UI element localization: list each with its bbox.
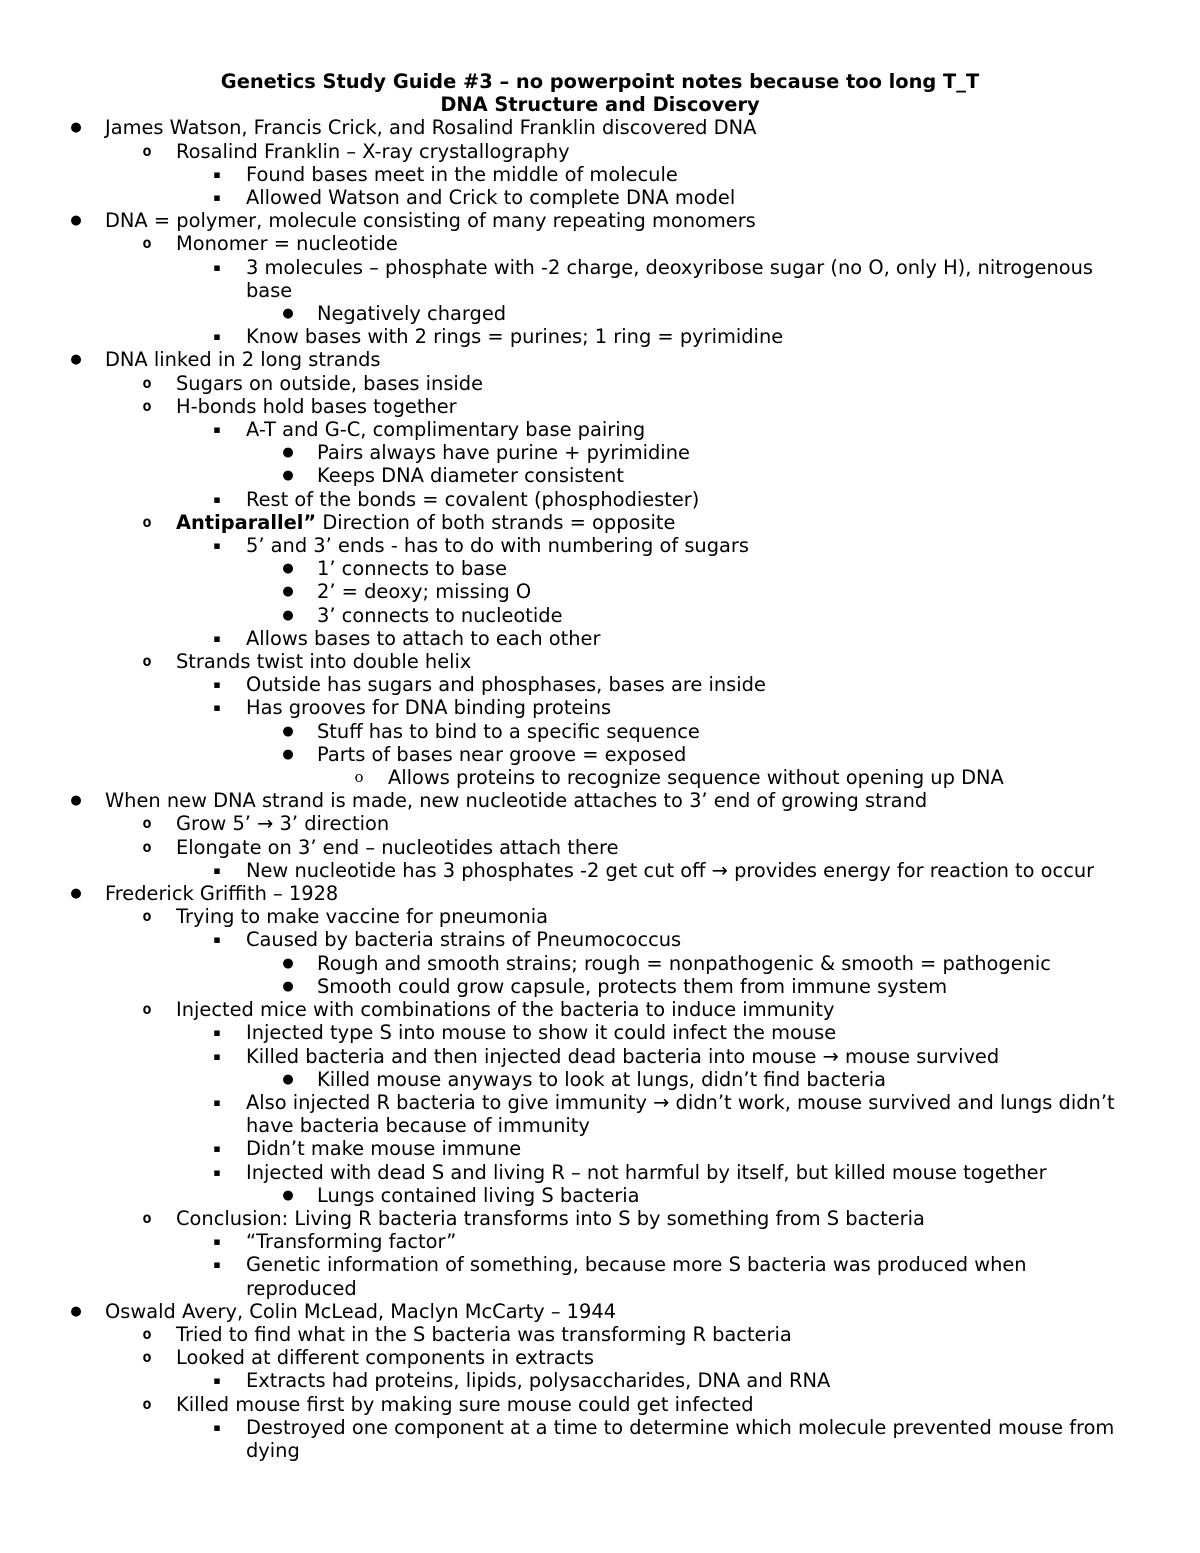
outline-item-level-4 (0, 975, 1200, 998)
bullet-marker-icon: ▪ (213, 492, 221, 506)
outline-item-level-3 (0, 627, 1200, 650)
outline-item-text: 5’ and 3’ ends - has to do with numbering of sugars (246, 534, 749, 558)
bullet-marker-icon: ▪ (213, 1374, 221, 1388)
outline-item-text: Killed bacteria and then injected dead bacteria into mouse → mouse survived (246, 1044, 1000, 1068)
outline-item-text: Didn’t make mouse immune (246, 1137, 522, 1161)
bullet-marker-icon: ● (70, 120, 82, 136)
bullet-marker-icon: ● (70, 886, 82, 902)
bullet-marker-icon: ● (282, 978, 294, 994)
section-heading: DNA Structure and Discovery (440, 93, 760, 117)
outline-item-level-5 (0, 766, 1200, 789)
outline-item-level-2 (0, 836, 1200, 859)
outline-item-text: 3 molecules – phosphate with -2 charge, deoxyribose sugar (no O, only H), nitrogenous base (246, 255, 1094, 302)
outline-item-level-3 (0, 186, 1200, 209)
outline-item-text: Parts of bases near groove = exposed (317, 742, 687, 766)
outline-item-text (176, 511, 1200, 534)
outline-item-level-1 (0, 209, 1200, 232)
outline-item-text: Extracts had proteins, lipids, polysaccharides, DNA and RNA (246, 1369, 831, 1393)
bullet-marker-icon: o (142, 1394, 152, 1413)
bullet-marker-icon: o (142, 234, 152, 253)
outline-item-text: “Transforming factor” (246, 1230, 457, 1254)
outline-item-level-2 (0, 905, 1200, 928)
bullet-marker-icon: ▪ (213, 1258, 221, 1272)
outline-item-text: Oswald Avery, Colin McLead, Maclyn McCarty – 1944 (105, 1299, 617, 1323)
outline-item-level-3 (0, 1253, 1200, 1299)
outline-item-text: Stuff has to bind to a specific sequence (317, 719, 700, 743)
bullet-marker-icon: ▪ (213, 1049, 221, 1063)
outline-item-text: Frederick Griffith – 1928 (105, 882, 339, 906)
outline-item-text: Caused by bacteria strains of Pneumococcus (246, 928, 682, 952)
outline-item-level-2 (0, 1207, 1200, 1230)
bullet-marker-icon: o (142, 837, 152, 856)
outline-item-level-3 (0, 928, 1200, 951)
outline-item-level-3 (0, 534, 1200, 557)
outline-item-text: Sugars on outside, bases inside (176, 371, 484, 395)
bullet-marker-icon: ▪ (213, 1026, 221, 1040)
outline-item-text: Smooth could grow capsule, protects them from immune system (317, 974, 948, 998)
outline-item-text: New nucleotide has 3 phosphates -2 get cut off → provides energy for reaction to occur (246, 858, 1095, 882)
bullet-marker-icon: o (142, 1324, 152, 1343)
outline-item-text: Strands twist into double helix (176, 650, 472, 674)
outline-item-level-2 (0, 372, 1200, 395)
outline-item-text: DNA = polymer, molecule consisting of many repeating monomers (105, 209, 756, 233)
outline-item-level-4 (0, 743, 1200, 766)
bullet-marker-icon: ▪ (213, 1165, 221, 1179)
outline-item-level-2 (0, 650, 1200, 673)
outline-item-text: Has grooves for DNA binding proteins (246, 696, 612, 720)
bullet-marker-icon: o (142, 1348, 152, 1367)
bullet-marker-icon: o (142, 141, 152, 160)
bullet-marker-icon: ▪ (213, 701, 221, 715)
bullet-marker-icon: ● (282, 584, 294, 600)
bullet-marker-icon: ▪ (213, 190, 221, 204)
bullet-marker-icon: ● (282, 607, 294, 623)
bullet-marker-icon: ▪ (213, 1235, 221, 1249)
outline-item-text: DNA linked in 2 long strands (105, 348, 381, 372)
outline-item-level-3 (0, 1137, 1200, 1160)
bullet-marker-icon: ● (70, 1303, 82, 1319)
outline-item-text: Know bases with 2 rings = purines; 1 ring = pyrimidine (246, 325, 784, 349)
outline-item-level-4 (0, 1184, 1200, 1207)
outline-item-text: Keeps DNA diameter consistent (317, 464, 624, 488)
bullet-marker-icon: o (142, 1000, 152, 1019)
outline-item-text: H-bonds hold bases together (176, 394, 457, 418)
outline-item-level-1 (0, 348, 1200, 371)
bullet-marker-icon: o (142, 814, 152, 833)
bullet-marker-icon: ● (282, 1187, 294, 1203)
document-page (0, 70, 1200, 1462)
outline-item-text: Negatively charged (317, 302, 507, 325)
outline-item-level-4 (0, 557, 1200, 580)
outline-item-level-2 (0, 511, 1200, 534)
outline-item-text: Destroyed one component at a time to determine which molecule prevented mouse from dying (246, 1415, 1115, 1462)
outline-item-level-4 (0, 464, 1200, 487)
outline-item-level-3 (0, 1416, 1200, 1462)
outline-item-text: Found bases meet in the middle of molecule (246, 162, 678, 186)
outline-item-level-3 (0, 418, 1200, 441)
outline-item-level-3 (0, 859, 1200, 882)
bullet-outline (0, 116, 1200, 1462)
bullet-marker-icon: ● (282, 468, 294, 484)
outline-item-text: Killed mouse anyways to look at lungs, didn’t find bacteria (317, 1067, 886, 1091)
outline-item-text: Lungs contained living S bacteria (317, 1183, 640, 1207)
bullet-marker-icon: ● (282, 955, 294, 971)
bullet-marker-icon: ● (282, 723, 294, 739)
outline-item-level-4 (0, 604, 1200, 627)
outline-item-level-4 (0, 952, 1200, 975)
outline-item-text: Rough and smooth strains; rough = nonpathogenic & smooth = pathogenic (317, 951, 1051, 975)
outline-item-text: Genetic information of something, because more S bacteria was produced when reproduced (246, 1253, 1027, 1300)
outline-item-level-2 (0, 812, 1200, 835)
bullet-marker-icon: ▪ (213, 678, 221, 692)
outline-item-level-4 (0, 302, 1200, 325)
bullet-marker-icon: ● (282, 746, 294, 762)
outline-item-text: Looked at different components in extracts (176, 1346, 594, 1370)
document-title: Genetics Study Guide #3 – no powerpoint notes because too long T_T (220, 70, 980, 93)
outline-item-text: Killed mouse first by making sure mouse could get infected (176, 1392, 754, 1416)
bullet-marker-icon: ▪ (213, 330, 221, 344)
bullet-marker-icon: o (142, 907, 152, 926)
outline-item-level-1 (0, 1300, 1200, 1323)
outline-item-level-4 (0, 1068, 1200, 1091)
bullet-marker-icon: ▪ (213, 167, 221, 181)
outline-item-level-4 (0, 441, 1200, 464)
outline-item-level-1 (0, 789, 1200, 812)
bold-term: Antiparallel” (176, 510, 317, 534)
bullet-marker-icon: ▪ (213, 631, 221, 645)
outline-item-level-2 (0, 1393, 1200, 1416)
outline-item-level-3 (0, 1091, 1200, 1137)
outline-item-level-2 (0, 140, 1200, 163)
outline-item-text: Grow 5’ → 3’ direction (176, 812, 390, 836)
outline-item-level-3 (0, 163, 1200, 186)
bullet-marker-icon: ● (70, 793, 82, 809)
outline-item-text: Trying to make vaccine for pneumonia (176, 905, 549, 929)
bullet-marker-icon: ▪ (213, 1420, 221, 1434)
outline-item-text: Also injected R bacteria to give immunity → didn’t work, mouse survived and lungs didn’t have bacteria because of immunity (246, 1090, 1115, 1138)
outline-item-level-3 (0, 1161, 1200, 1184)
bullet-marker-icon: ▪ (213, 933, 221, 947)
outline-item-level-2 (0, 1346, 1200, 1369)
outline-item-text: James Watson, Francis Crick, and Rosalind Franklin discovered DNA (105, 116, 757, 140)
bullet-marker-icon: ▪ (213, 539, 221, 553)
outline-item-level-1 (0, 882, 1200, 905)
outline-item-text: Rest of the bonds = covalent (phosphodiester) (246, 487, 700, 511)
outline-item-text: Allows bases to attach to each other (246, 626, 601, 650)
bullet-marker-icon: ● (70, 352, 82, 368)
outline-item-level-3 (0, 325, 1200, 348)
bullet-marker-icon: ▪ (213, 423, 221, 437)
outline-item-level-2 (0, 1323, 1200, 1346)
outline-item-text: Injected type S into mouse to show it could infect the mouse (246, 1021, 837, 1045)
bullet-marker-icon: o (142, 373, 152, 392)
outline-item-text: Conclusion: Living R bacteria transforms into S by something from S bacteria (176, 1206, 925, 1230)
outline-item-level-3 (0, 1230, 1200, 1253)
outline-item-level-3 (0, 1369, 1200, 1392)
outline-item-level-2 (0, 232, 1200, 255)
outline-item-level-3 (0, 673, 1200, 696)
outline-item-text: 2’ = deoxy; missing O (317, 580, 532, 604)
bullet-marker-icon: o (142, 652, 152, 671)
outline-item-text: Outside has sugars and phosphases, bases are inside (246, 673, 766, 697)
bullet-marker-icon: o (142, 512, 152, 531)
bullet-marker-icon: ▪ (213, 1095, 221, 1109)
outline-item-text: Monomer = nucleotide (176, 232, 398, 256)
outline-item-level-2 (0, 998, 1200, 1021)
outline-item-text: Allowed Watson and Crick to complete DNA model (246, 185, 736, 209)
outline-item-level-2 (0, 395, 1200, 418)
outline-item-text: Rosalind Franklin – X-ray crystallography (176, 139, 570, 163)
bullet-marker-icon: ● (282, 1071, 294, 1087)
bullet-marker-icon: ▪ (213, 260, 221, 274)
outline-item-text: 3’ connects to nucleotide (317, 603, 563, 627)
outline-item-text: Injected with dead S and living R – not harmful by itself, but killed mouse together (246, 1160, 1047, 1184)
bullet-marker-icon: o (142, 1208, 152, 1227)
bullet-marker-icon: ▪ (213, 863, 221, 877)
bullet-marker-icon: ● (70, 213, 82, 229)
outline-item-text: Tried to find what in the S bacteria was transforming R bacteria (176, 1322, 792, 1346)
outline-item-text: A-T and G-C, complimentary base pairing (246, 418, 646, 442)
outline-item-text: Elongate on 3’ end – nucleotides attach there (176, 835, 619, 859)
outline-item-text: 1’ connects to base (317, 557, 508, 581)
outline-item-level-3 (0, 488, 1200, 511)
outline-item-level-4 (0, 580, 1200, 603)
outline-item-rest: Direction of both strands = opposite (316, 510, 676, 534)
outline-item-level-3 (0, 1021, 1200, 1044)
bullet-marker-icon: o (142, 396, 152, 415)
outline-item-level-1 (0, 116, 1200, 139)
outline-item-text: Allows proteins to recognize sequence without opening up DNA (388, 766, 1004, 790)
outline-item-level-3 (0, 1045, 1200, 1068)
bullet-marker-icon: ● (282, 561, 294, 577)
outline-item-text: Injected mice with combinations of the bacteria to induce immunity (176, 998, 835, 1022)
bullet-marker-icon: ● (282, 306, 294, 321)
outline-item-level-3 (0, 696, 1200, 719)
bullet-marker-icon: ▪ (213, 1142, 221, 1156)
outline-item-text: When new DNA strand is made, new nucleotide attaches to 3’ end of growing strand (105, 789, 928, 813)
bullet-marker-icon: o (354, 768, 364, 787)
outline-item-text: Pairs always have purine + pyrimidine (317, 441, 690, 465)
bullet-marker-icon: ● (282, 445, 294, 461)
outline-item-level-4 (0, 720, 1200, 743)
outline-item-level-3 (0, 256, 1200, 302)
